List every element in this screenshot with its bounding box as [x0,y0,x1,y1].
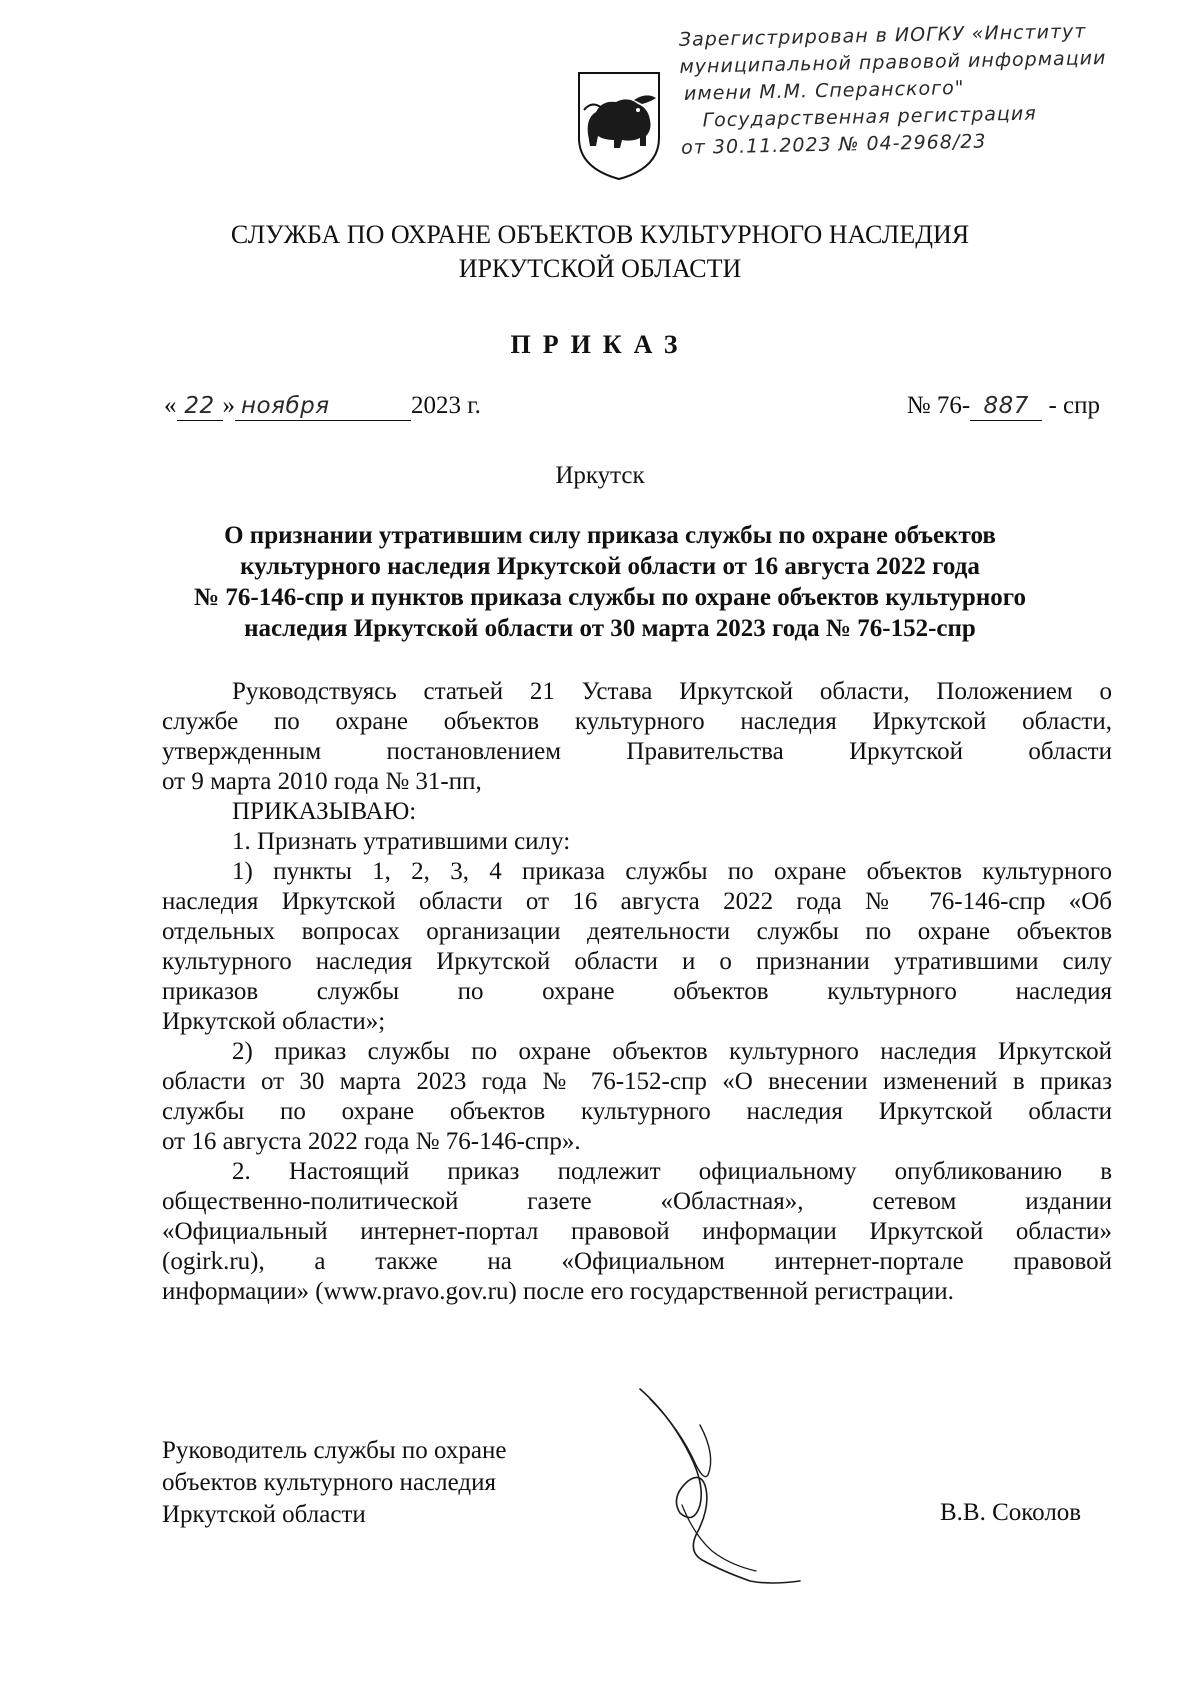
document-title [150,520,1070,644]
date-day-field [177,392,223,421]
title-line: № 76-146-спр и пунктов приказа службы по охране объектов культурного [194,584,1026,611]
body-line: «Официальный интернет-портал правовой информации Иркутской области» [162,1218,1112,1245]
body-line: 1) пункты 1, 2, 3, 4 приказа службы по охране объектов культурного [232,858,1112,885]
date-open-quote: « [164,392,177,419]
signer-name: В.В. Соколов [940,1499,1082,1526]
body-line: общественно-политической газете «Областная», сетевом издании [162,1188,1112,1215]
date-year: 2023 г. [411,392,481,419]
body-line: службе по охране объектов культурного наследия Иркутской области, [162,708,1112,735]
body-line: наследия Иркутской области от 16 августа 2022 года № 76-146-спр «Об [162,888,1112,915]
body-line: приказов службы по охране объектов культурного наследия [162,978,1112,1005]
document-type-title: ПРИКАЗ [510,330,690,359]
title-line: наследия Иркутской области от 30 марта 2023 года № 76-152-спр [244,615,976,642]
date-day-handwritten: 22 [184,393,215,419]
title-line: О признании утратившим силу приказа службы по охране объектов [224,522,996,549]
body-line: от 16 августа 2022 года № 76-146-спр». [162,1128,581,1155]
registration-note-line: имени М.М. Сперанского" [683,76,965,105]
body-line: Иркутской области»; [162,1008,386,1035]
number-prefix: № 76- [906,392,971,419]
body-line: 2) приказ службы по охране объектов культурного наследия Иркутской [232,1038,1112,1065]
agency-heading [100,218,1100,286]
registration-note [679,17,1152,162]
body-line: 1. Признать утратившими силу: [232,828,571,855]
body-line: Руководствуясь статьей 21 Устава Иркутской области, Положением о [232,678,1112,705]
handwritten-signature-icon [630,1385,810,1585]
body-line: 2. Настоящий приказ подлежит официальному опубликованию в [232,1158,1112,1185]
signer-position [162,1435,506,1531]
document-date [164,392,481,421]
body-line: службы по охране объектов культурного наследия Иркутской области [162,1098,1112,1125]
signer-position-line: объектов культурного наследия [162,1469,496,1496]
body-line: области от 30 марта 2023 года № 76-152-спр «О внесении изменений в приказ [162,1068,1112,1095]
city-name: Иркутск [555,462,645,489]
irkutsk-coat-of-arms-icon [576,70,662,182]
registration-note-line: Зарегистрирован в ИОГКУ «Институт [678,20,1087,51]
document-body [162,677,1112,1307]
body-line: утвержденным постановлением Правительства Иркутской области [162,738,1112,765]
body-line: информации» (www.pravo.gov.ru) после его государственной регистрации. [162,1278,954,1305]
registration-note-line: муниципальной правовой информации [679,46,1107,78]
title-line: культурного наследия Иркутской области от 16 августа 2022 года [240,553,980,580]
body-line: культурного наследия Иркутской области и о признании утратившими силу [162,948,1112,975]
body-line: отдельных вопросах организации деятельности службы по охране объектов [162,918,1112,945]
date-month-handwritten: ноября [241,393,330,419]
date-close-quote: » [222,392,235,419]
body-line-order-word: ПРИКАЗЫВАЮ: [232,798,417,825]
signer-position-line: Руководитель службы по охране [162,1437,507,1464]
number-suffix: - спр [1042,392,1100,419]
agency-name-line: СЛУЖБА ПО ОХРАНЕ ОБЪЕКТОВ КУЛЬТУРНОГО НАСЛЕДИЯ [230,220,970,249]
document-number [907,392,1100,421]
signer-position-line: Иркутской области [162,1501,366,1528]
number-handwritten: 887 [983,393,1029,419]
date-month-field [235,392,411,421]
registration-note-line: Государственная регистрация [702,102,1037,132]
body-line: (ogirk.ru), а также на «Официальном интернет-портале правовой [162,1248,1112,1275]
registration-note-line: от 30.11.2023 № 04-2968/23 [680,130,987,159]
number-field [970,392,1042,421]
body-line: от 9 марта 2010 года № 31-пп, [162,768,482,795]
agency-name-line: ИРКУТСКОЙ ОБЛАСТИ [458,254,742,283]
